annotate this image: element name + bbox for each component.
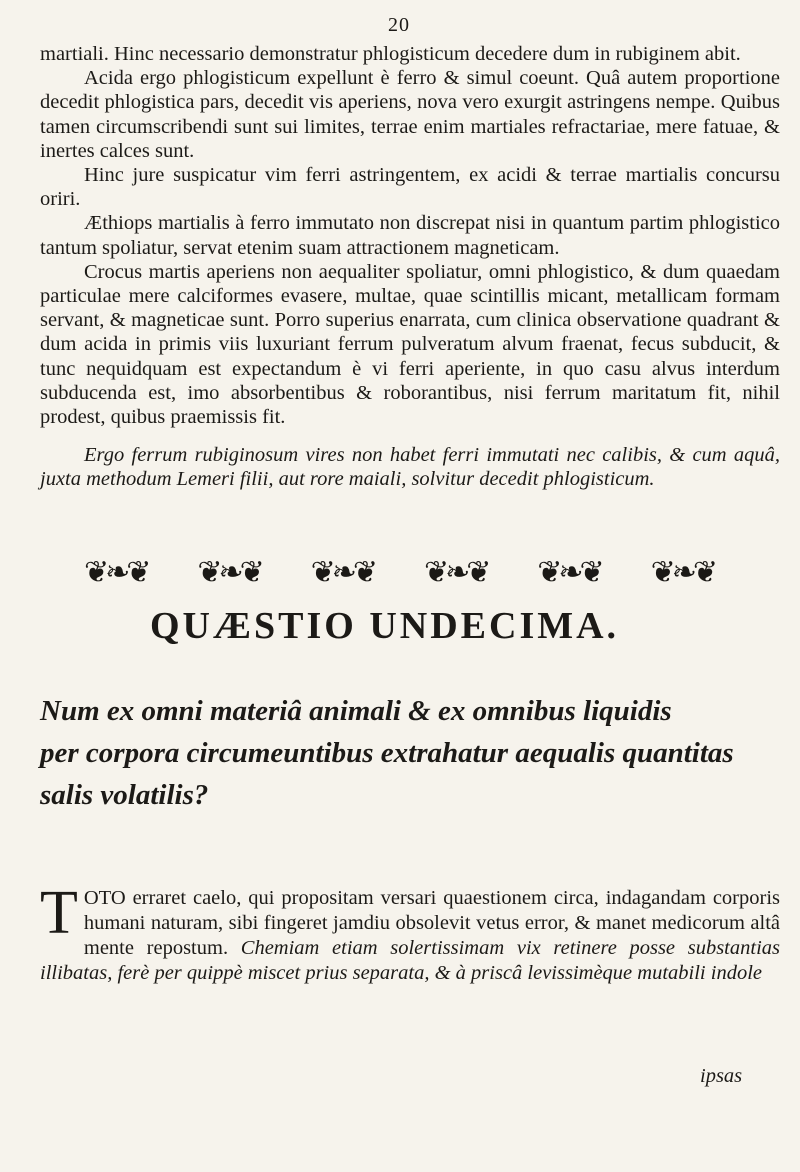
paragraph: Hinc jure suspicatur vim ferri astringentem, ex acidi & terrae martialis concursu oriri. [40, 164, 780, 211]
drop-cap: T [40, 879, 78, 947]
paragraph: martiali. Hinc necessario demonstratur phlogisticum decedere dum in rubiginem abit. [40, 43, 741, 65]
corollary-paragraph: Ergo ferrum rubiginosum vires non habet ferri immutati nec calibis, & cum aquâ, juxta methodum Lemeri filii, aut rore maiali, solvitur decedit phlogisticum. [40, 444, 780, 491]
section-heading: QUÆSTIO UNDECIMA. [150, 605, 620, 647]
paragraph: Æthiops martialis à ferro immutato non discrepat nisi in quantum partim phlogisticо tantum spoliatur, servat etenim suam attractionem magneticam. [40, 212, 780, 259]
question-line: salis volatilis? [40, 779, 209, 811]
page-number: 20 [388, 14, 410, 36]
fleuron-ornament-icon: ❦❧❦ [423, 556, 488, 589]
answer-italic-text: Chemiam etiam solertissimam vix retinere posse substantias illibatas, ferè per quippè miscet prius separata, & à priscâ levissimèque mutabili indole [40, 937, 780, 984]
fleuron-ornament-icon: ❦❧❦ [537, 556, 601, 589]
question-line: Num ex omni materiâ animali & ex omnibus liquidis [40, 695, 672, 727]
fleuron-ornament-icon: ❦❧❦ [650, 556, 714, 589]
answer-roman-text: OTO erraret caelo, qui propositam versari quaestionem circa, indagandam corporis humani naturam, sibi fingeret jamdiu obsolevit vetus error, & manet medicorum altâ mente repostum. [83, 887, 780, 959]
paragraph: Crocus martis aperiens non aequaliter spoliatur, omni phlogistico, & dum quaedam particulae mere calciformes evasere, multae, quae scintillis micant, metallicam formam servant, & magneticae sunt. Porro superius enarrata, cum clinica observatione quadrant & dum acida in primis viis luxuriant ferrum pulveratum alvum fraenat, fecus subducit, & tunc nequidquam est expectandum è vi ferri aperiente, in quo casu alvus interdum subducenda est, imo absorbentibus & roborantibus, nisi ferrum maritatum fit, nihil prodest, quibus praemissis fit. [40, 260, 780, 429]
ornament-band [84, 556, 714, 590]
body-text [40, 42, 780, 492]
fleuron-ornament-icon: ❦❧❦ [197, 556, 261, 589]
question-line: per corpora circumeuntibus extrahatur aequalis quantitas [40, 737, 734, 769]
fleuron-ornament-icon: ❦❧❦ [84, 556, 148, 589]
fleuron-ornament-icon: ❦❧❦ [310, 556, 375, 589]
paragraph: Acida ergo phlogisticum expellunt è ferro & simul coeunt. Quâ autem proportione decedit phlogistica pars, decedit vis aperiens, nova vero exurgit astringens nempe. Quibus tamen circumscribendi sunt sui limites, terrae enim martiales refractariae, mere fatuae, & inertes calces sunt. [40, 67, 780, 162]
question-text [40, 690, 780, 816]
answer-text [40, 879, 780, 986]
catchword: ipsas [700, 1065, 743, 1087]
